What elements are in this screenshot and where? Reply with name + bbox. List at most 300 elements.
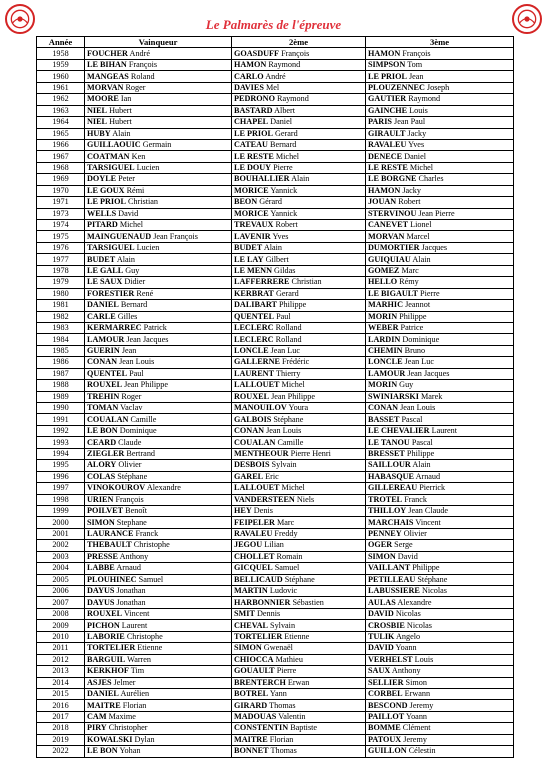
first-name: Roland [130, 71, 155, 81]
table-row [37, 460, 514, 471]
table-row [37, 563, 514, 574]
last-name: NIEL [87, 117, 108, 127]
last-name: HAMON [368, 48, 401, 58]
first-name: Tim [130, 666, 145, 676]
second-cell [232, 311, 366, 322]
first-name: Robert [275, 220, 298, 230]
first-name: Yves [272, 231, 289, 241]
last-name: BELLICAUD [234, 574, 283, 584]
third-cell [366, 105, 514, 116]
first-name: Alexandre [397, 597, 432, 607]
second-cell [232, 425, 366, 436]
winner-cell [85, 368, 232, 379]
second-cell [232, 471, 366, 482]
third-cell [366, 700, 514, 711]
table-row [37, 494, 514, 505]
table-row [37, 48, 514, 59]
year-cell: 1999 [37, 505, 85, 516]
year-cell: 2005 [37, 574, 85, 585]
year-cell: 1969 [37, 174, 85, 185]
first-name: Gerard [275, 288, 299, 298]
winner-cell [85, 139, 232, 150]
last-name: BOTREL [234, 689, 269, 699]
first-name: Stéphane [117, 471, 148, 481]
last-name: PLOUZENNEC [368, 82, 425, 92]
first-name: Franck [404, 494, 427, 504]
last-name: BRENTERCH [234, 677, 286, 687]
table-row [37, 471, 514, 482]
first-name: Robert [398, 197, 421, 207]
last-name: LALLOUET [234, 380, 280, 390]
last-name: PAILLOT [368, 712, 405, 722]
first-name: Jean Luc [270, 346, 300, 356]
table-row [37, 162, 514, 173]
second-cell [232, 357, 366, 368]
column-header-year: Année [37, 37, 85, 48]
first-name: Marcel [406, 231, 430, 241]
winner-cell [85, 723, 232, 734]
second-cell [232, 71, 366, 82]
last-name: BONNET [234, 746, 269, 756]
first-name: Florian [122, 700, 147, 710]
last-name: AULAS [368, 597, 396, 607]
last-name: DANIEL [87, 300, 119, 310]
year-cell: 2014 [37, 677, 85, 688]
first-name: Didier [124, 277, 146, 287]
last-name: PATOUX [368, 734, 402, 744]
winner-cell [85, 334, 232, 345]
first-name: Niels [296, 494, 315, 504]
table-row [37, 505, 514, 516]
last-name: ROUXEL [87, 609, 123, 619]
year-cell: 2016 [37, 700, 85, 711]
third-cell [366, 654, 514, 665]
first-name: Bernard [120, 300, 148, 310]
first-name: Angelo [396, 631, 421, 641]
second-cell [232, 288, 366, 299]
first-name: Jacky [407, 128, 427, 138]
second-cell [232, 231, 366, 242]
first-name: Alain [291, 174, 310, 184]
first-name: Mathieu [275, 654, 303, 664]
table-row [37, 631, 514, 642]
first-name: Stephane [116, 517, 147, 527]
table-row [37, 391, 514, 402]
third-cell [366, 620, 514, 631]
first-name: Christian [291, 277, 322, 287]
last-name: MORIN [368, 380, 398, 390]
winner-cell [85, 700, 232, 711]
year-cell: 2013 [37, 666, 85, 677]
last-name: CONAN [368, 403, 399, 413]
last-name: LE GOUX [87, 185, 125, 195]
first-name: Michel [281, 380, 305, 390]
first-name: Pierre [420, 288, 440, 298]
first-name: Pierre [276, 666, 297, 676]
last-name: DESBOIS [234, 460, 270, 470]
third-cell [366, 231, 514, 242]
last-name: CONSTENTIN [234, 723, 289, 733]
winner-cell [85, 380, 232, 391]
last-name: GALLERNE [234, 357, 280, 367]
first-name: Olivier [118, 460, 142, 470]
third-cell [366, 608, 514, 619]
last-name: LE PRIOL [368, 71, 407, 81]
table-header-row [37, 37, 514, 48]
last-name: PITARD [87, 220, 118, 230]
winner-cell [85, 242, 232, 253]
winner-cell [85, 220, 232, 231]
last-name: TREVAUX [234, 220, 274, 230]
first-name: Jacky [402, 185, 421, 195]
second-cell [232, 105, 366, 116]
winner-cell [85, 734, 232, 745]
first-name: Vincent [123, 609, 150, 619]
winner-cell [85, 448, 232, 459]
first-name: Philippe [399, 311, 427, 321]
table-row [37, 288, 514, 299]
last-name: MORICE [234, 208, 269, 218]
table-row [37, 586, 514, 597]
first-name: Jacques [421, 243, 448, 253]
third-cell [366, 128, 514, 139]
second-cell [232, 608, 366, 619]
first-name: Jelmer [113, 677, 136, 687]
winner-cell [85, 128, 232, 139]
first-name: Denis [253, 506, 273, 516]
last-name: GIRAULT [368, 128, 406, 138]
second-cell [232, 734, 366, 745]
last-name: HARBONNIER [234, 597, 291, 607]
last-name: GALBOIS [234, 414, 272, 424]
year-cell: 1978 [37, 265, 85, 276]
first-name: Guy [125, 265, 140, 275]
year-cell: 1958 [37, 48, 85, 59]
table-row [37, 300, 514, 311]
first-name: Frédéric [282, 357, 310, 367]
second-cell [232, 528, 366, 539]
year-cell: 1975 [37, 231, 85, 242]
first-name: Roger [125, 82, 146, 92]
first-name: Hubert [109, 105, 132, 115]
third-cell [366, 403, 514, 414]
year-cell: 1980 [37, 288, 85, 299]
first-name: Stéphane [284, 574, 315, 584]
last-name: PIRY [87, 723, 107, 733]
first-name: Pierrick [419, 483, 446, 493]
last-name: DAVID [368, 643, 394, 653]
year-cell: 1982 [37, 311, 85, 322]
year-cell: 2007 [37, 597, 85, 608]
first-name: Germain [142, 140, 172, 150]
year-cell: 1963 [37, 105, 85, 116]
first-name: Jean François [153, 231, 198, 241]
second-cell [232, 483, 366, 494]
third-cell [366, 82, 514, 93]
third-cell [366, 448, 514, 459]
table-row [37, 82, 514, 93]
first-name: Jean [121, 346, 137, 356]
table-row [37, 254, 514, 265]
last-name: ROUXEL [87, 380, 123, 390]
winner-cell [85, 300, 232, 311]
winner-cell [85, 265, 232, 276]
last-name: KERMARREC [87, 323, 142, 333]
last-name: HAMON [234, 60, 267, 70]
first-name: Christophe [133, 540, 170, 550]
year-cell: 1964 [37, 117, 85, 128]
last-name: TULIK [368, 631, 395, 641]
first-name: Mel [265, 82, 280, 92]
table-row [37, 322, 514, 333]
year-cell: 1987 [37, 368, 85, 379]
third-cell [366, 723, 514, 734]
year-cell: 2008 [37, 608, 85, 619]
last-name: LE BIGAULT [368, 288, 418, 298]
first-name: Eric [265, 471, 279, 481]
year-cell: 1968 [37, 162, 85, 173]
winner-cell [85, 574, 232, 585]
first-name: Patrick [143, 323, 167, 333]
third-cell [366, 345, 514, 356]
table-row [37, 220, 514, 231]
first-name: Alain [112, 128, 131, 138]
first-name: Samuel [274, 563, 300, 573]
table-row [37, 734, 514, 745]
last-name: GOASDUFF [234, 48, 280, 58]
last-name: MAITRE [87, 700, 121, 710]
last-name: TOMAN [87, 403, 119, 413]
second-cell [232, 654, 366, 665]
third-cell [366, 528, 514, 539]
last-name: LABBE [87, 563, 115, 573]
year-cell: 1993 [37, 437, 85, 448]
first-name: Philippe [278, 300, 307, 310]
first-name: Stéphane [417, 574, 448, 584]
last-name: CHEVAL [234, 620, 268, 630]
last-name: HABASQUE [368, 471, 414, 481]
second-cell [232, 48, 366, 59]
first-name: Michel [409, 163, 434, 173]
last-name: FOUCHER [87, 48, 128, 58]
table-row [37, 711, 514, 722]
first-name: Peter [118, 174, 135, 184]
column-header-second: 2ème [232, 37, 366, 48]
second-cell [232, 437, 366, 448]
last-name: LONCLE [234, 346, 269, 356]
last-name: THILLOY [368, 506, 407, 516]
table-row [37, 677, 514, 688]
last-name: MORVAN [87, 82, 124, 92]
second-cell [232, 711, 366, 722]
table-row [37, 448, 514, 459]
second-cell [232, 300, 366, 311]
second-cell [232, 94, 366, 105]
third-cell [366, 540, 514, 551]
last-name: PICHON [87, 620, 120, 630]
third-cell [366, 597, 514, 608]
first-name: Yves [408, 140, 425, 150]
year-cell: 1996 [37, 471, 85, 482]
third-cell [366, 322, 514, 333]
last-name: FORESTIER [87, 288, 135, 298]
first-name: Gérard [259, 197, 282, 207]
winner-cell [85, 494, 232, 505]
first-name: Albert [274, 105, 296, 115]
third-cell [366, 677, 514, 688]
last-name: LE CHEVALIER [368, 426, 430, 436]
last-name: GIRARD [234, 700, 268, 710]
winner-cell [85, 528, 232, 539]
third-cell [366, 94, 514, 105]
first-name: Ken [131, 151, 146, 161]
first-name: Alain [116, 254, 136, 264]
second-cell [232, 620, 366, 631]
table-row [37, 620, 514, 631]
third-cell [366, 471, 514, 482]
winner-cell [85, 117, 232, 128]
last-name: BESCOND [368, 700, 408, 710]
table-row [37, 380, 514, 391]
last-name: LE BORGNE [368, 174, 417, 184]
table-row [37, 71, 514, 82]
last-name: GOMEZ [368, 265, 400, 275]
winner-cell [85, 746, 232, 757]
first-name: Thomas [270, 746, 297, 756]
last-name: CEARD [87, 437, 117, 447]
second-cell [232, 139, 366, 150]
third-cell [366, 380, 514, 391]
last-name: SWINIARSKI [368, 391, 419, 401]
third-cell [366, 666, 514, 677]
first-name: Bruno [404, 346, 426, 356]
year-cell: 2022 [37, 746, 85, 757]
last-name: LECLERC [234, 323, 274, 333]
first-name: Bertrand [126, 448, 156, 458]
palmares-table [36, 36, 514, 758]
table-row [37, 128, 514, 139]
second-cell [232, 688, 366, 699]
table-row [37, 551, 514, 562]
third-cell [366, 643, 514, 654]
first-name: Tom [407, 60, 423, 70]
third-cell [366, 311, 514, 322]
year-cell: 2011 [37, 643, 85, 654]
year-cell: 1977 [37, 254, 85, 265]
first-name: Bernard [270, 140, 297, 150]
first-name: Charles [418, 174, 444, 184]
table-row [37, 688, 514, 699]
last-name: CHOLLET [234, 551, 275, 561]
second-cell [232, 82, 366, 93]
first-name: Clément [402, 723, 431, 733]
third-cell [366, 631, 514, 642]
last-name: LAFFERRERE [234, 277, 290, 287]
second-cell [232, 151, 366, 162]
first-name: Dominique [119, 426, 157, 436]
second-cell [232, 414, 366, 425]
table-row [37, 643, 514, 654]
year-cell: 1974 [37, 220, 85, 231]
winner-cell [85, 586, 232, 597]
winner-cell [85, 471, 232, 482]
first-name: Baptiste [290, 723, 318, 733]
first-name: André [265, 71, 286, 81]
table-row [37, 59, 514, 70]
first-name: Claude [118, 437, 142, 447]
year-cell: 1988 [37, 380, 85, 391]
second-cell [232, 517, 366, 528]
first-name: Valentin [278, 712, 306, 722]
last-name: DAYUS [87, 597, 115, 607]
last-name: LABUSSIERE [368, 586, 420, 596]
column-header-third: 3ème [366, 37, 514, 48]
first-name: Alain [412, 460, 431, 470]
year-cell: 2003 [37, 551, 85, 562]
table-row [37, 483, 514, 494]
last-name: MAITRE [234, 734, 268, 744]
winner-cell [85, 711, 232, 722]
first-name: Philippe [406, 448, 435, 458]
last-name: PETILLEAU [368, 574, 416, 584]
first-name: Etienne [137, 643, 163, 653]
first-name: Simon [405, 677, 427, 687]
last-name: CONAN [87, 357, 118, 367]
first-name: Gilles [117, 311, 138, 321]
last-name: SIMON [87, 517, 115, 527]
first-name: Jean Louis [266, 426, 302, 436]
last-name: CROSBIE [368, 620, 405, 630]
table-row [37, 517, 514, 528]
last-name: TORTELIER [87, 643, 136, 653]
first-name: Dominique [402, 334, 440, 344]
year-cell: 1959 [37, 59, 85, 70]
year-cell: 1973 [37, 208, 85, 219]
last-name: DUMORTIER [368, 243, 420, 253]
second-cell [232, 540, 366, 551]
first-name: Jean Jacques [126, 334, 169, 344]
last-name: LE BON [87, 426, 118, 436]
last-name: SAUX [368, 666, 391, 676]
second-cell [232, 574, 366, 585]
third-cell [366, 368, 514, 379]
third-cell [366, 288, 514, 299]
winner-cell [85, 94, 232, 105]
first-name: Jean Jacques [407, 368, 450, 378]
last-name: VINOKOUROV [87, 483, 146, 493]
second-cell [232, 666, 366, 677]
third-cell [366, 391, 514, 402]
second-cell [232, 563, 366, 574]
second-cell [232, 334, 366, 345]
first-name: Roger [121, 391, 142, 401]
first-name: Lionel [410, 220, 432, 230]
winner-cell [85, 391, 232, 402]
last-name: POILVET [87, 506, 124, 516]
second-cell [232, 265, 366, 276]
year-cell: 1983 [37, 322, 85, 333]
last-name: NIEL [87, 105, 108, 115]
last-name: MOORE [87, 94, 119, 104]
first-name: Sébastien [292, 597, 324, 607]
table-row [37, 368, 514, 379]
winner-cell [85, 322, 232, 333]
last-name: CARLO [234, 71, 264, 81]
year-cell: 1961 [37, 82, 85, 93]
first-name: Romain [276, 551, 303, 561]
year-cell: 1962 [37, 94, 85, 105]
year-cell: 1965 [37, 128, 85, 139]
